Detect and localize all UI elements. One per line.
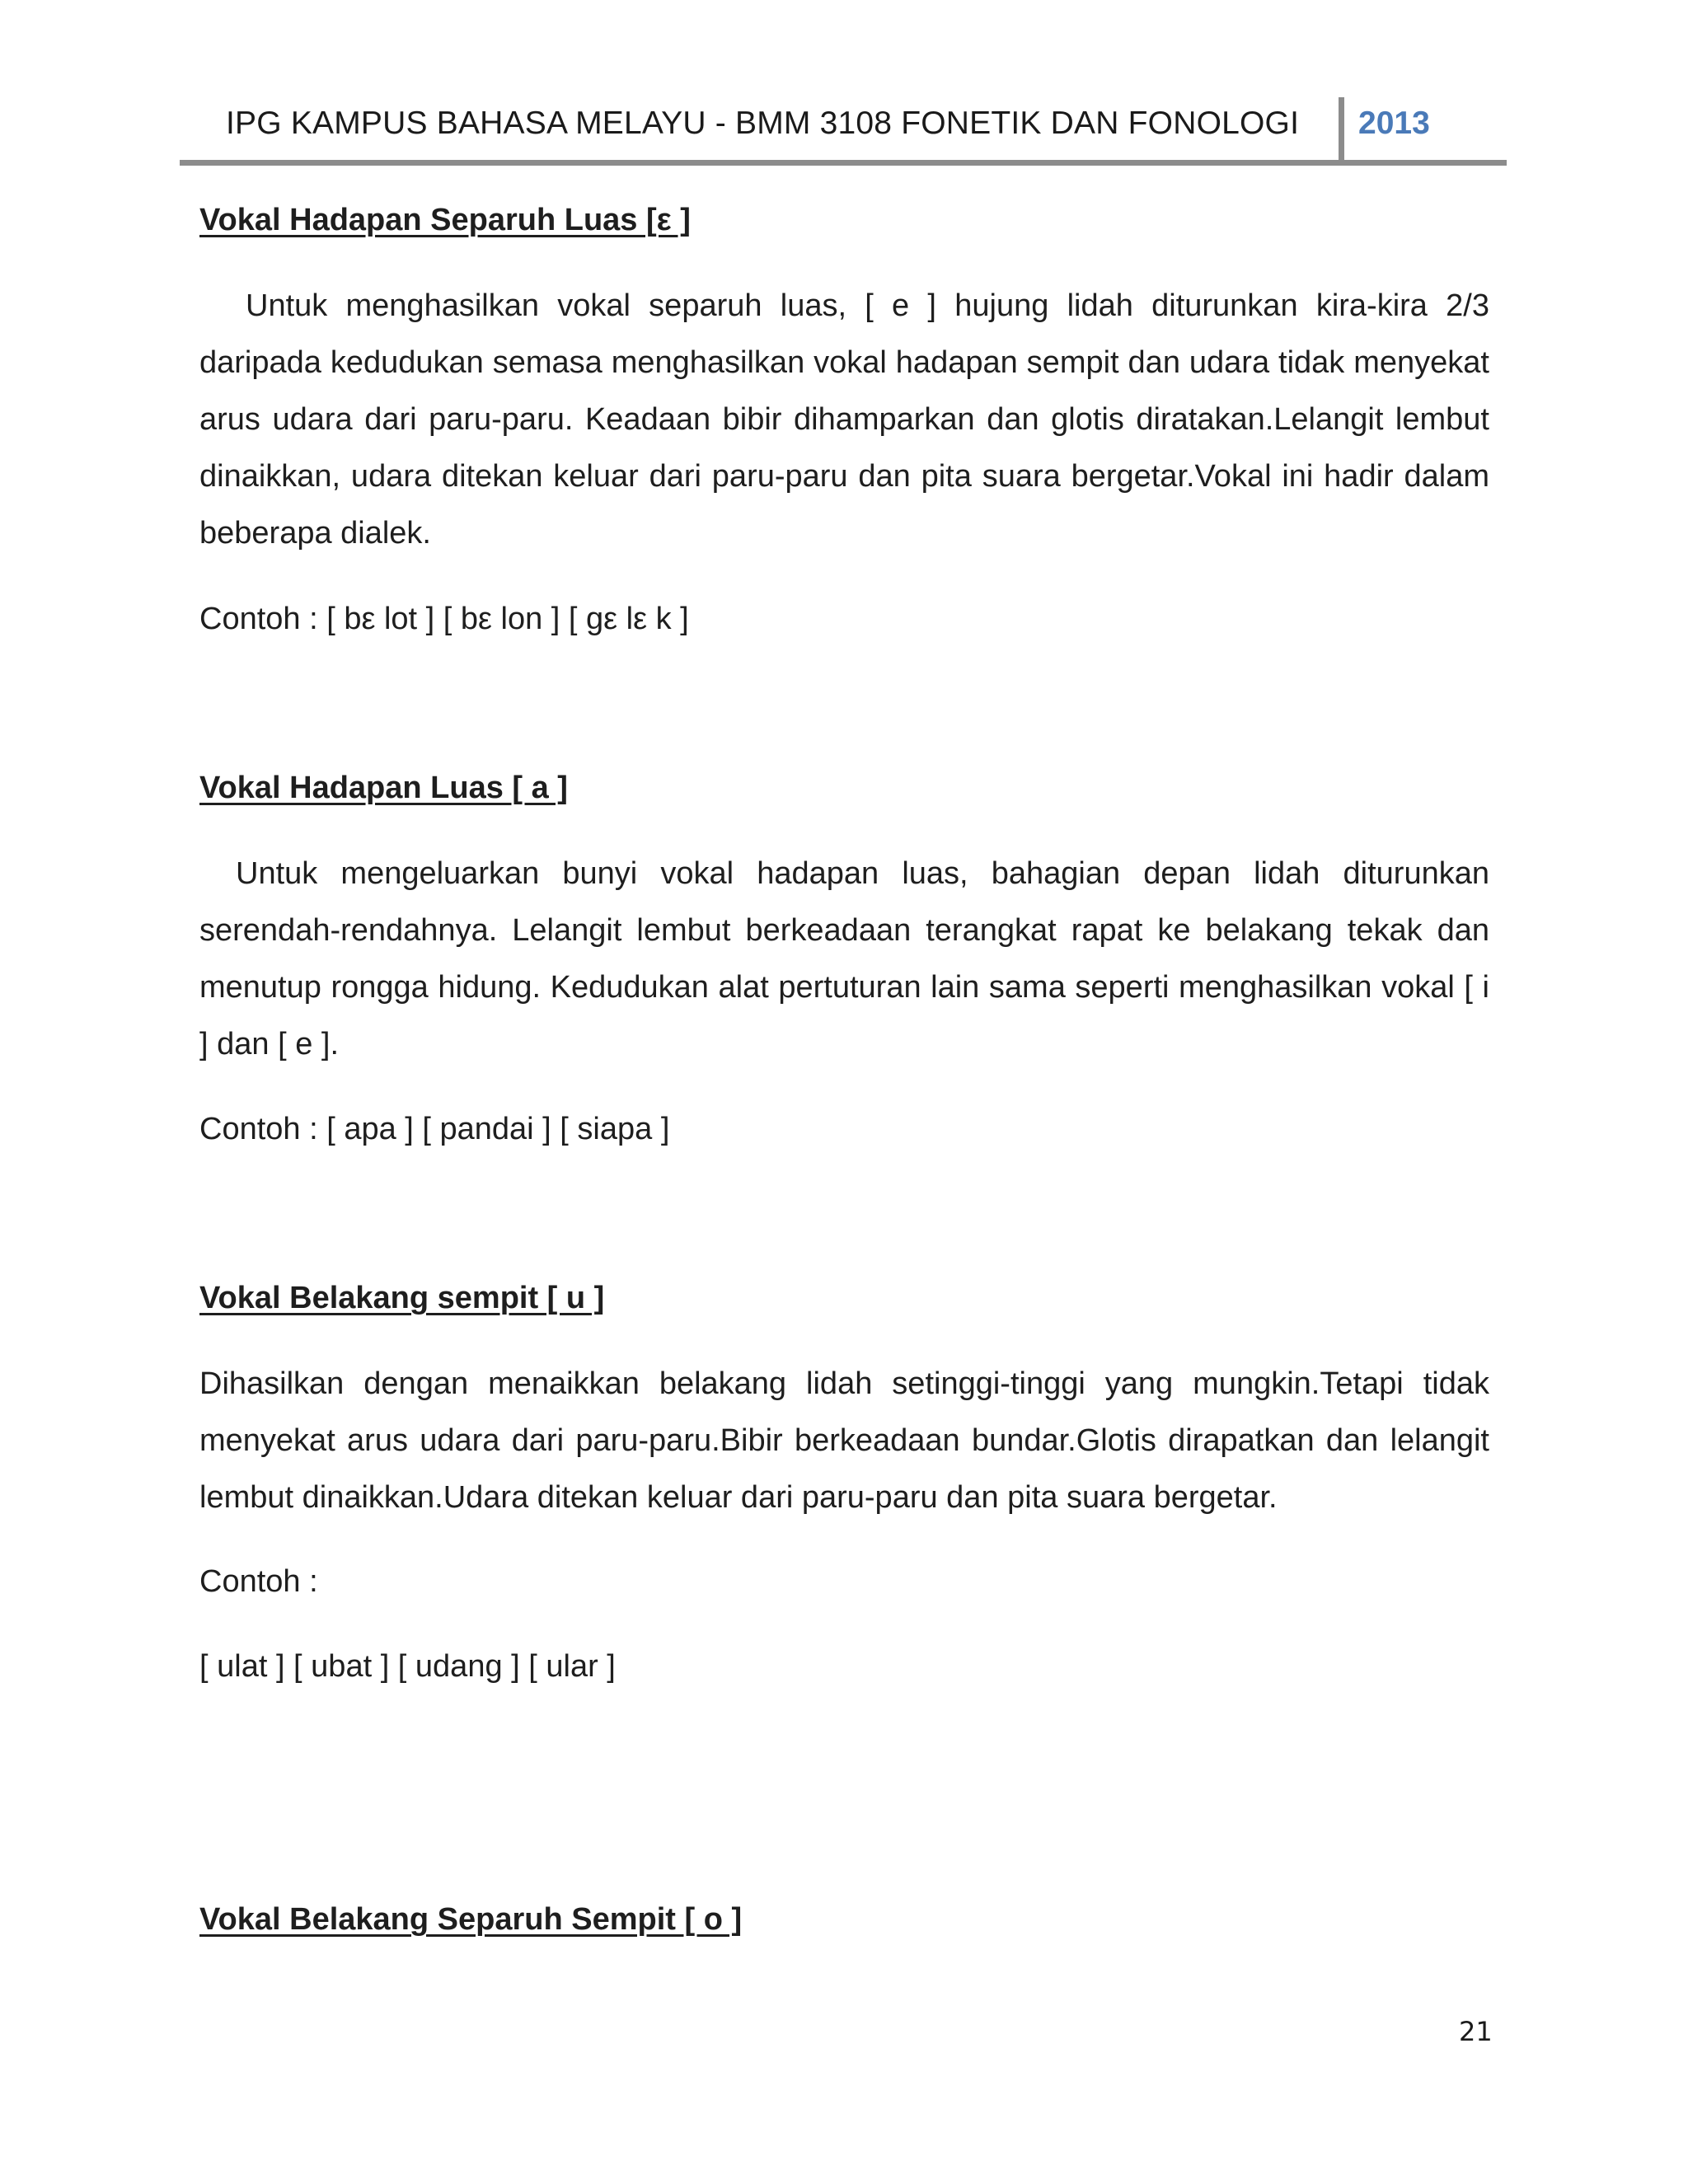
section-example-vokal-hadapan-luas: Contoh : [ apa ] [ pandai ] [ siapa ] — [199, 1112, 670, 1146]
section-paragraph-vokal-hadapan-luas: Untuk mengeluarkan bunyi vokal hadapan luas, bahagian depan lidah diturunkan serendah-rendahnya. Lelangit lembut berkeadaan terangkat rapat ke belakang tekak dan menutup rongga hidung. Kedudukan alat pertuturan lain sama seperti menghasilkan vokal [ i ] dan [ e ]. — [199, 856, 1489, 1062]
section-example-label-vokal-belakang-sempit: Contoh : — [199, 1564, 318, 1599]
page-header — [180, 97, 1507, 166]
header-year: 2013 — [1358, 105, 1430, 141]
section-paragraph-vokal-belakang-sempit: Dihasilkan dengan menaikkan belakang lidah setinggi-tinggi yang mungkin.Tetapi tidak menyekat arus udara dari paru-paru.Bibir berkeadaan bundar.Glotis dirapatkan dan lelangit lembut dinaikkan.Udara ditekan keluar dari paru-paru dan pita suara bergetar. — [199, 1366, 1489, 1515]
section-example-vokal-belakang-sempit: [ ulat ] [ ubat ] [ udang ] [ ular ] — [199, 1649, 616, 1684]
section-example-vokal-hadapan-separuh-luas: Contoh : [ bε lot ] [ bε lon ] [ gε lε k ] — [199, 602, 689, 636]
section-paragraph-vokal-hadapan-separuh-luas: Untuk menghasilkan vokal separuh luas, [ e ] hujung lidah diturunkan kira-kira 2/3 daripada kedudukan semasa menghasilkan vokal hadapan sempit dan udara tidak menyekat arus udara dari paru-paru. Keadaan bibir dihamparkan dan glotis diratakan.Lelangit lembut dinaikkan, udara ditekan keluar dari paru-paru dan pita suara bergetar.Vokal ini hadir dalam beberapa dialek. — [199, 288, 1489, 551]
header-title: IPG KAMPUS BAHASA MELAYU - BMM 3108 FONETIK DAN FONOLOGI — [226, 105, 1300, 141]
header-rule — [180, 160, 1507, 166]
section-heading-vokal-hadapan-luas: Vokal Hadapan Luas [ a ] — [199, 771, 568, 805]
section-heading-vokal-belakang-separuh-sempit: Vokal Belakang Separuh Sempit [ o ] — [199, 1902, 743, 1937]
section-heading-vokal-belakang-sempit: Vokal Belakang sempit [ u ] — [199, 1281, 605, 1315]
section-heading-vokal-hadapan-separuh-luas: Vokal Hadapan Separuh Luas [ε ] — [199, 203, 691, 237]
header-divider — [1339, 97, 1344, 162]
page-number: 21 — [1459, 2016, 1493, 2047]
